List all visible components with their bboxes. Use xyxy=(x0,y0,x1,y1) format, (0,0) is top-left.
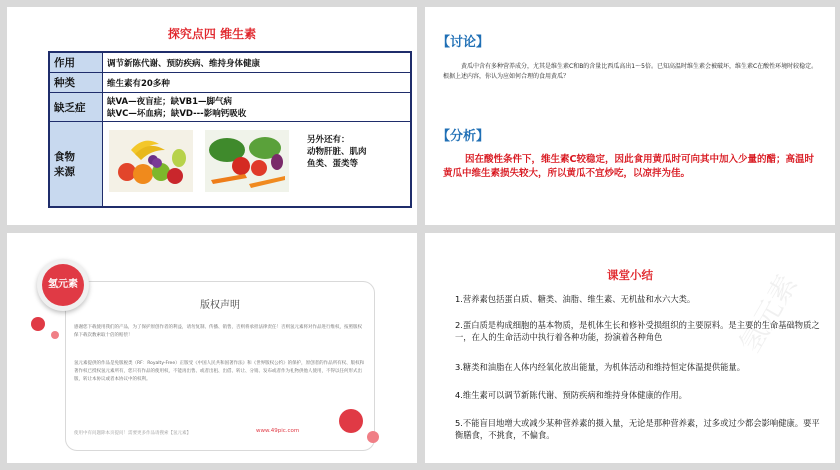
row-value-types: 维生素有20多种 xyxy=(103,73,412,93)
copyright-card xyxy=(65,281,375,451)
summary-item: 1.营养素包括蛋白质、糖类、油脂、维生素、无机盐和水六大类。 xyxy=(455,294,696,304)
row-label-types: 种类 xyxy=(49,73,103,93)
row-label-function: 作用 xyxy=(49,52,103,73)
slide-summary xyxy=(425,233,835,463)
fruit-image xyxy=(109,130,193,192)
decor-dot xyxy=(51,331,59,339)
row-label-food xyxy=(49,122,103,208)
copyright-paragraph: 氢元素提供的作品是免版税类（RF：Royalty-Free）正版受《中国人民共和国著作法》和《世界版权公约》的保护，原创者的作品所有权、版权和著作权已授权氢元素所有，您只有作品的使用权，不能再出售、或者出租、出借、转让、分销、发布或者作为礼物供他人使用，不得以任何形式出版，转让本协议或者本协议中的权利。 xyxy=(74,361,365,382)
row-label-deficiency: 缺乏症 xyxy=(49,93,103,122)
brand-badge-label: 氢元素 xyxy=(42,264,84,306)
slide-discussion xyxy=(425,7,835,225)
decor-dot xyxy=(31,317,45,331)
site-url[interactable]: www.49pic.com xyxy=(256,428,300,434)
vegetable-image xyxy=(205,130,289,192)
decor-dot xyxy=(339,409,363,433)
also-line: 鱼类、蛋类等 xyxy=(307,159,359,169)
copyright-title: 版权声明 xyxy=(200,300,240,311)
summary-item: 4.维生素可以调节新陈代谢、预防疾病和维持身体健康的作用。 xyxy=(455,390,687,400)
summary-item: 2.蛋白质是构成细胞的基本物质，是机体生长和修补受损组织的主要原料。是主要的生命基础物质之一，在人的生命活动中执行着各种功能，扮演着各种角色 xyxy=(455,320,820,342)
other-food-sources xyxy=(307,134,367,170)
table-row xyxy=(49,93,411,122)
deficiency-line: 缺VA—夜盲症；缺VB1—脚气病 xyxy=(107,97,233,107)
discussion-text: 黄瓜中含有多种营养成分，尤其是维生素C和B的含量比西瓜高出1～5倍。已知高温时维生素会被破坏，维生素C在酸性环境时较稳定。根据上述内容，你认为应如何合理的食用黄瓜？ xyxy=(443,63,818,80)
summary-item: 5.不能盲目地增大或减少某种营养素的摄入量，无论是那种营养素，过多或过少都会影响健康。要平衡膳食，不挑食，不偏食。 xyxy=(455,418,820,440)
deficiency-line: 缺VC—坏血病；缺VD---影响钙吸收 xyxy=(107,109,247,119)
copyright-footer: 使用中有问题除本页提问！需要更多作品请搜索【氢元素】 xyxy=(74,431,191,436)
row-value-food xyxy=(103,122,412,208)
table-row xyxy=(49,122,411,208)
summary-item: 3.糖类和油脂在人体内经氧化放出能量，为机体活动和维持恒定体温提供能量。 xyxy=(455,362,746,372)
also-line: 动物肝脏、肌肉 xyxy=(307,147,367,157)
food-label-line: 来源 xyxy=(54,166,75,178)
also-line: 另外还有： xyxy=(307,135,350,145)
table-row xyxy=(49,73,411,93)
slide-title: 探究点四 维生素 xyxy=(167,27,257,41)
vitamin-table xyxy=(48,51,412,208)
summary-title: 课堂小结 xyxy=(607,268,653,282)
analysis-heading: 【分析】 xyxy=(437,129,490,144)
slide-vitamins xyxy=(7,7,417,225)
decor-dot xyxy=(367,431,379,443)
discussion-heading: 【讨论】 xyxy=(437,35,490,50)
row-value-function: 调节新陈代谢、预防疾病、维持身体健康 xyxy=(103,52,412,73)
analysis-text: 因在酸性条件下，维生素C较稳定，因此食用黄瓜时可向其中加入少量的醋；高温时黄瓜中维生素损失较大，所以黄瓜不宜炒吃，以凉拌为佳。 xyxy=(443,154,814,179)
table-row xyxy=(49,52,411,73)
slide-copyright xyxy=(7,233,417,463)
copyright-paragraph: 感谢您下载使用我们的产品，为了保护原创作者的利益，请勿复制、传播、销售，否则将承担法律责任！否则氢元素将对作品进行维权，按照版权保下载次数索取十倍的赔偿！ xyxy=(74,325,362,338)
watermark: 氢元素 xyxy=(733,269,804,359)
row-value-deficiency xyxy=(103,93,412,122)
brand-badge xyxy=(37,259,89,311)
food-label-line: 食物 xyxy=(54,151,75,163)
